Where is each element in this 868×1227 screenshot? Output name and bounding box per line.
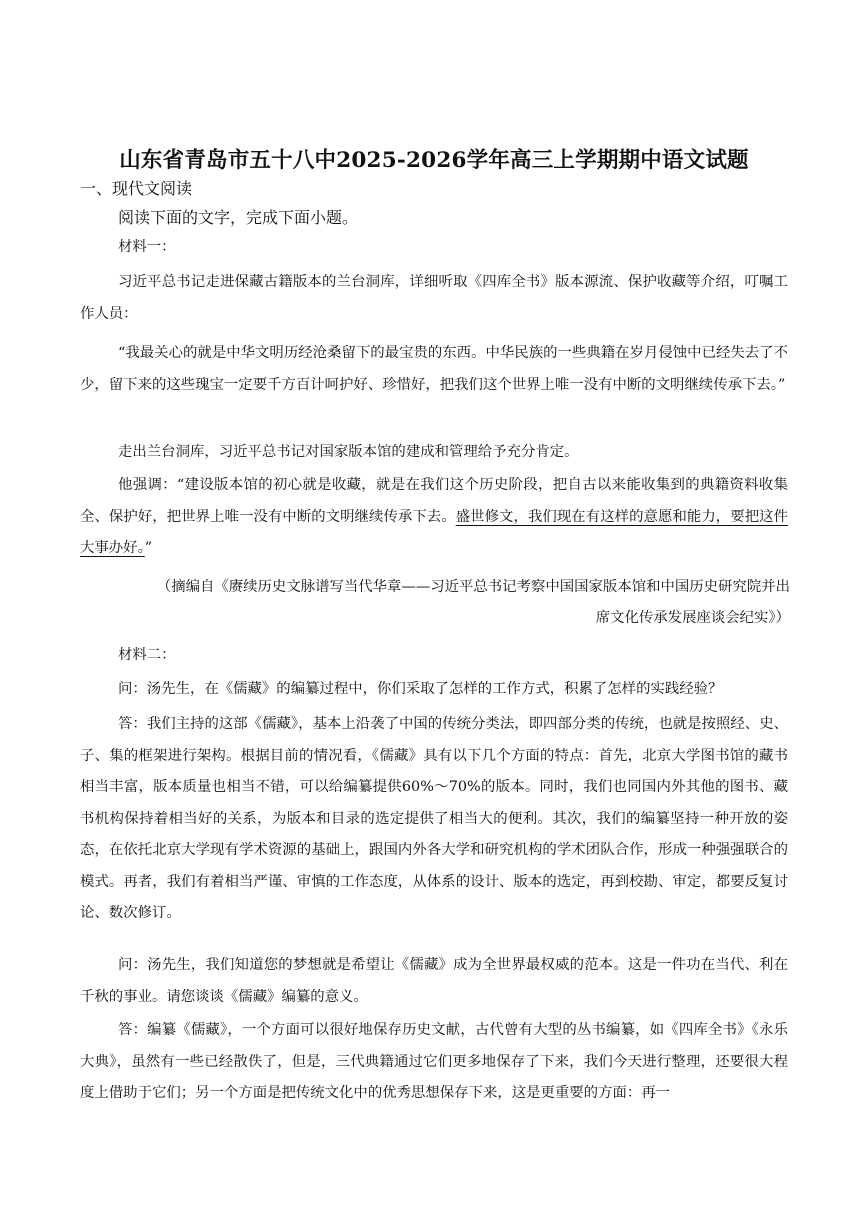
section-heading: 一、现代文阅读 xyxy=(80,179,193,198)
source-citation-line-2: 席文化传承发展座谈会纪实》） xyxy=(595,610,790,626)
material-two-label: 材料二： xyxy=(118,647,176,663)
material-one-paragraph-3: 走出兰台洞库，习近平总书记对国家版本馆的建成和管理给予充分肯定。 xyxy=(118,444,579,460)
interview-question-1: 问：汤先生，在《儒藏》的编纂过程中，你们采取了怎样的工作方式，积累了怎样的实践经验？ xyxy=(118,681,723,697)
underlined-sentence: 盛世修文，我们现在有这样的意愿和能力，要把这件大事办好。 xyxy=(80,508,788,556)
material-one-paragraph-2: “我最关心的就是中华文明历经沧桑留下的最宝贵的东西。中华民族的一些典籍在岁月侵蚀中已经失去了不少，留下来的这些瑰宝一定要千方百计呵护好、珍惜好，把我们这个世界上唯一没有中断的文明继续传承下去。” xyxy=(80,345,788,393)
document-title: 山东省青岛市五十八中2025-2026学年高三上学期期中语文试题 xyxy=(119,148,749,173)
instruction-text: 阅读下面的文字，完成下面小题。 xyxy=(118,208,359,227)
interview-answer-1: 答：我们主持的这部《儒藏》，基本上沿袭了中国的传统分类法，即四部分类的传统，也就是按照经、史、子、集的框架进行架构。根据目前的情况看，《儒藏》具有以下几个方面的特点：首先，北京大学图书馆的藏书相当丰富，版本质量也相当不错，可以给编纂提供60%～70%的版本。同时，我们也同国内外其他的图书、藏书机构保持着相当好的关系，为版本和目录的选定提供了相当大的便利。其次，我们的编纂坚持一种开放的姿态，在依托北京大学现有学术资源的基础上，跟国内外各大学和研究机构的学术团队合作，形成一种强强联合的模式。再者，我们有着相当严谨、审慎的工作态度，从体系的设计、版本的选定，再到校勘、审定，都要反复讨论、数次修订。 xyxy=(80,716,788,921)
source-citation-line-1: （摘编自《赓续历史文脉谱写当代华章——习近平总书记考察中国国家版本馆和中国历史研究院并出 xyxy=(156,579,790,595)
material-one-paragraph-4 xyxy=(80,470,788,565)
quote-text: 他强调：“建设版本馆的初心就是收藏，就是在我们这个历史阶段，把自古以来能收集到的典籍资料收集全、保护好，把世界上唯一没有中断的文明继续传承下去。 xyxy=(80,477,788,525)
interview-answer-2: 答：编纂《儒藏》，一个方面可以很好地保存历史文献，古代曾有大型的丛书编纂，如《四库全书》《永乐大典》，虽然有一些已经散佚了，但是，三代典籍通过它们更多地保存了下来，我们今天进行整理，还要很大程度上借助于它们；另一个方面是把传统文化中的优秀思想保存下来，这是更重要的方面：再一 xyxy=(80,1022,788,1101)
quote-close: ” xyxy=(144,540,153,556)
material-one-label: 材料一： xyxy=(118,239,176,255)
interview-question-2: 问：汤先生，我们知道您的梦想就是希望让《儒藏》成为全世界最权威的范本。这是一件功在当代、利在千秋的事业。请您谈谈《儒藏》编纂的意义。 xyxy=(80,957,788,1005)
material-one-paragraph-1: 习近平总书记走进保藏古籍版本的兰台洞库，详细听取《四库全书》版本源流、保护收藏等介绍，叮嘱工作人员： xyxy=(80,274,788,322)
